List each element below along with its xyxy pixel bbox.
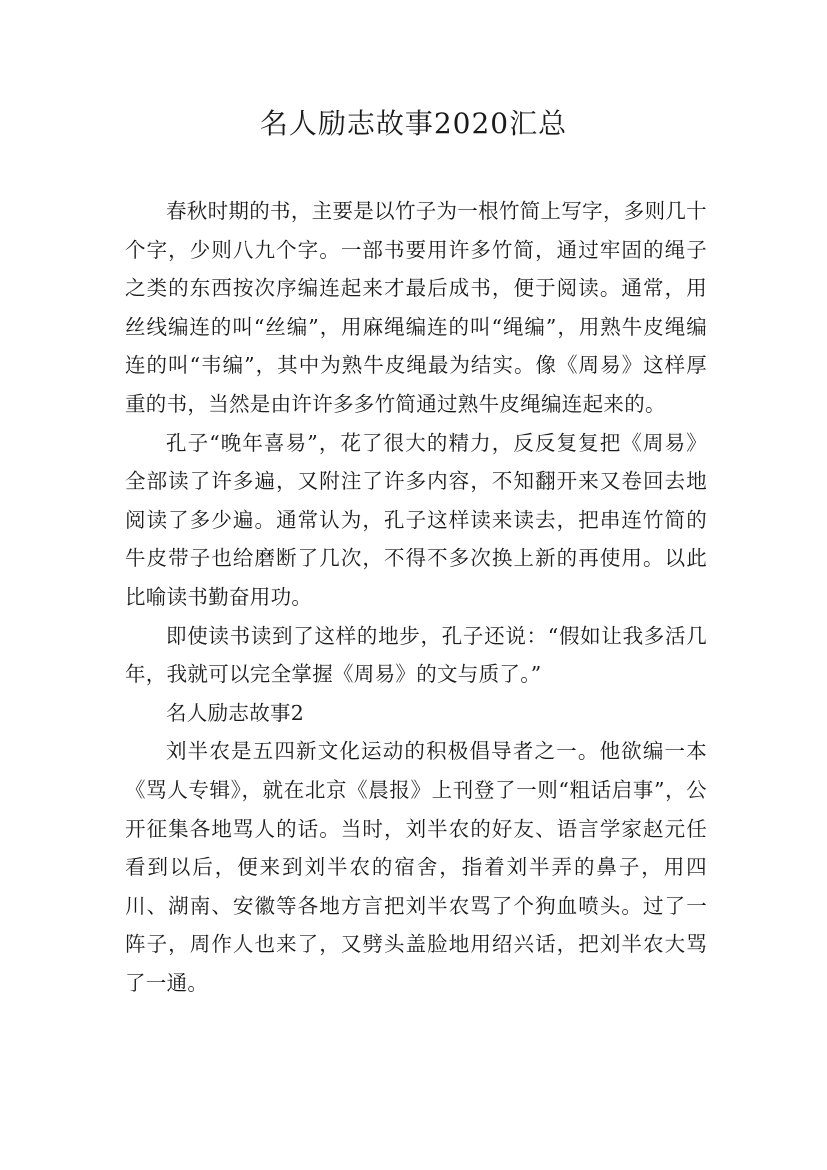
document-title: 名人励志故事2020汇总: [259, 107, 568, 140]
paragraph-liu-bannong: 刘半农是五四新文化运动的积极倡导者之一。他欲编一本《骂人专辑》，就在北京《晨报》上刊登了一则“粗话启事”，公开征集各地骂人的话。当时，刘半农的好友、语言学家赵元任看到以后，便来到刘半农的宿舍，指着刘半弄的鼻子，用四川、湖南、安徽等各地方言把刘半农骂了个狗血喷头。过了一阵子，周作人也来了，又劈头盖脸地用绍兴话，把刘半农大骂了一通。: [125, 739, 707, 995]
paragraph-bamboo-books: 春秋时期的书，主要是以竹子为一根竹简上写字，多则几十个字，少则八九个字。一部书要用许多竹简，通过牢固的绳子之类的东西按次序编连起来才最后成书，便于阅读。通常，用丝线编连的叫“丝编”，用麻绳编连的叫“绳编”，用熟牛皮绳编连的叫“韦编”，其中为熟牛皮绳最为结实。像《周易》这样厚重的书，当然是由许许多多竹简通过熟牛皮绳编连起来的。: [125, 199, 707, 416]
paragraph-confucius-quote: 即使读书读到了这样的地步，孔子还说：“假如让我多活几年，我就可以完全掌握《周易》的文与质了。”: [125, 623, 707, 687]
document-body: [125, 192, 707, 1002]
section-heading-story-2: 名人励志故事2: [166, 700, 305, 725]
paragraph-confucius-reading: 孔子“晚年喜易”，花了很大的精力，反反复复把《周易》全部读了许多遍，又附注了许多内容，不知翻开来又卷回去地阅读了多少遍。通常认为，孔子这样读来读去，把串连竹简的牛皮带子也给磨断了几次，不得不多次换上新的再使用。以此比喻读书勤奋用功。: [125, 430, 707, 609]
